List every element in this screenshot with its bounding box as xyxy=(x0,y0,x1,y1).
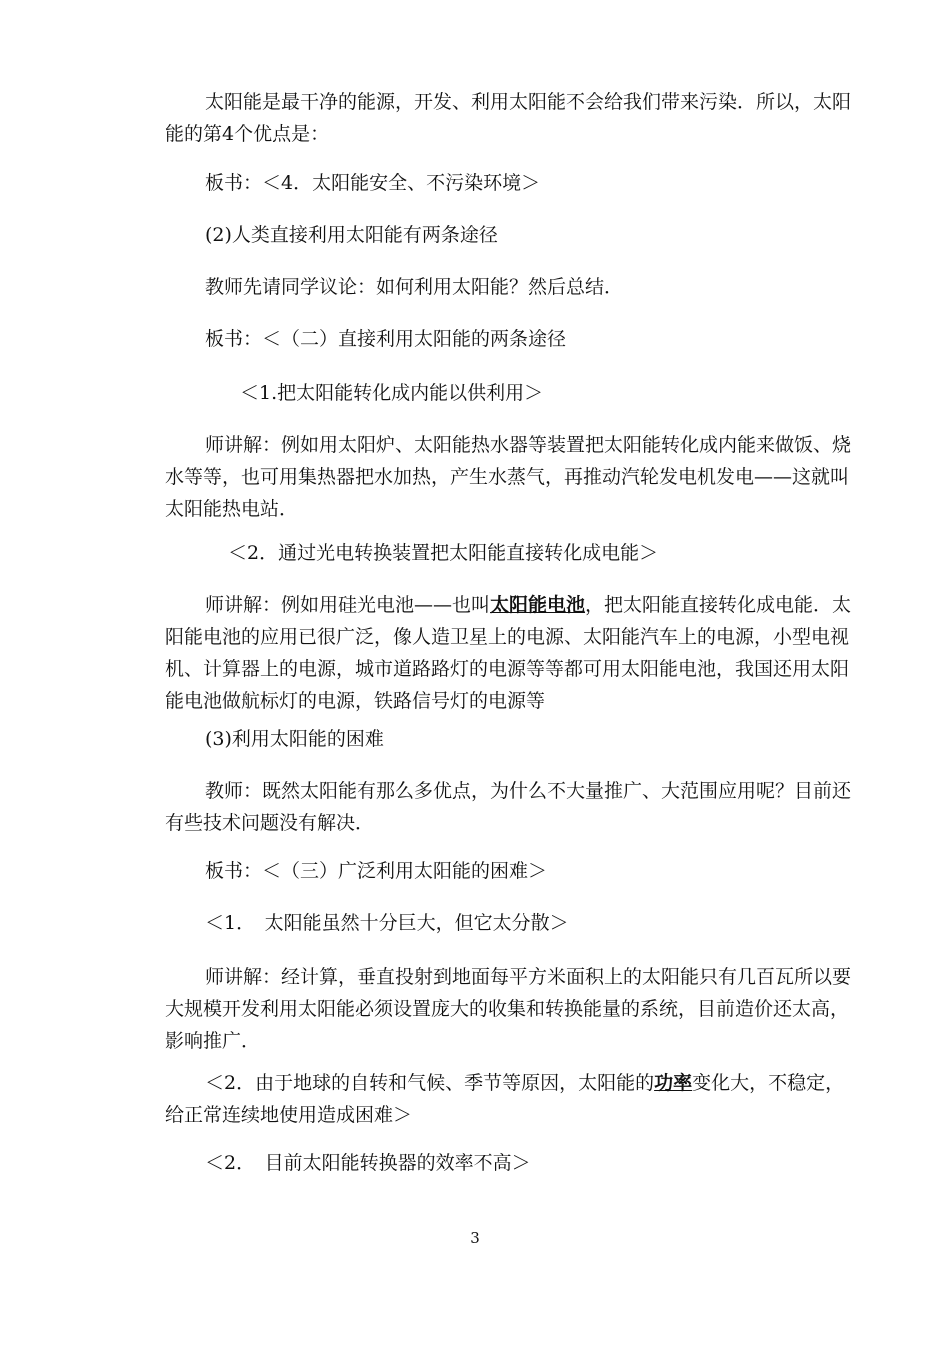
board-note-item-1: ＜1.把太阳能转化成内能以供利用＞ xyxy=(240,382,544,404)
paragraph-solar-cell-explanation xyxy=(165,589,855,717)
board-note-section-2: 板书：＜（二）直接利用太阳能的两条途径 xyxy=(205,328,567,350)
paragraph-text-part: 师讲解：例如用硅光电池——也叫 xyxy=(205,594,491,616)
paragraph-teacher-question: 教师：既然太阳能有那么多优点，为什么不大量推广、大范围应用呢？目前还有些技术问题没有解决． xyxy=(165,780,852,834)
paragraph-teacher-discussion: 教师先请同学议论：如何利用太阳能？然后总结． xyxy=(205,276,624,298)
paragraph-text-part: ，把太阳能直接转化成电能．太阳能电池的应用已很广泛，像人造卫星上的电源、太阳能汽车上的电源，小型电视机、计算器上的电源，城市道路路灯的电源等等都可用太阳能电池，我国还用太阳能电池做航标灯的电源，铁路信号灯的电源等 xyxy=(165,594,852,712)
section-heading-2: (2)人类直接利用太阳能有两条途径 xyxy=(205,224,498,246)
power-link[interactable]: 功率 xyxy=(654,1072,693,1094)
page-number: 3 xyxy=(470,1229,480,1247)
board-note-difficulty-3: ＜2． 目前太阳能转换器的效率不高＞ xyxy=(205,1152,531,1174)
board-note-section-3: 板书：＜（三）广泛利用太阳能的困难＞ xyxy=(205,860,548,882)
section-heading-3: (3)利用太阳能的困难 xyxy=(205,728,384,750)
board-note-difficulty-2 xyxy=(165,1067,855,1131)
paragraph-clean-energy: 太阳能是最干净的能源，开发、利用太阳能不会给我们带来污染．所以，太阳能的第4个优点是： xyxy=(165,91,852,145)
board-note-item-2: ＜2．通过光电转换装置把太阳能直接转化成电能＞ xyxy=(228,542,659,564)
board-note-4: 板书：＜4．太阳能安全、不污染环境＞ xyxy=(205,172,541,194)
paragraph-text-part: 变化大，不稳定，给正常连续地使用造成困难＞ xyxy=(165,1072,845,1126)
solar-cell-link[interactable]: 太阳能电池 xyxy=(490,594,586,616)
board-note-difficulty-1: ＜1． 太阳能虽然十分巨大，但它太分散＞ xyxy=(205,912,569,934)
paragraph-thermal-explanation: 师讲解：例如用太阳炉、太阳能热水器等装置把太阳能转化成内能来做饭、烧水等等，也可用集热器把水加热，产生水蒸气，再推动汽轮发电机发电——这就叫太阳能热电站． xyxy=(165,434,852,520)
paragraph-text-part: ＜2．由于地球的自转和气候、季节等原因，太阳能的 xyxy=(205,1072,655,1094)
paragraph-calculation-explanation: 师讲解：经计算，垂直投射到地面每平方米面积上的太阳能只有几百瓦所以要大规模开发利用太阳能必须设置庞大的收集和转换能量的系统，目前造价还太高，影响推广． xyxy=(165,966,852,1052)
